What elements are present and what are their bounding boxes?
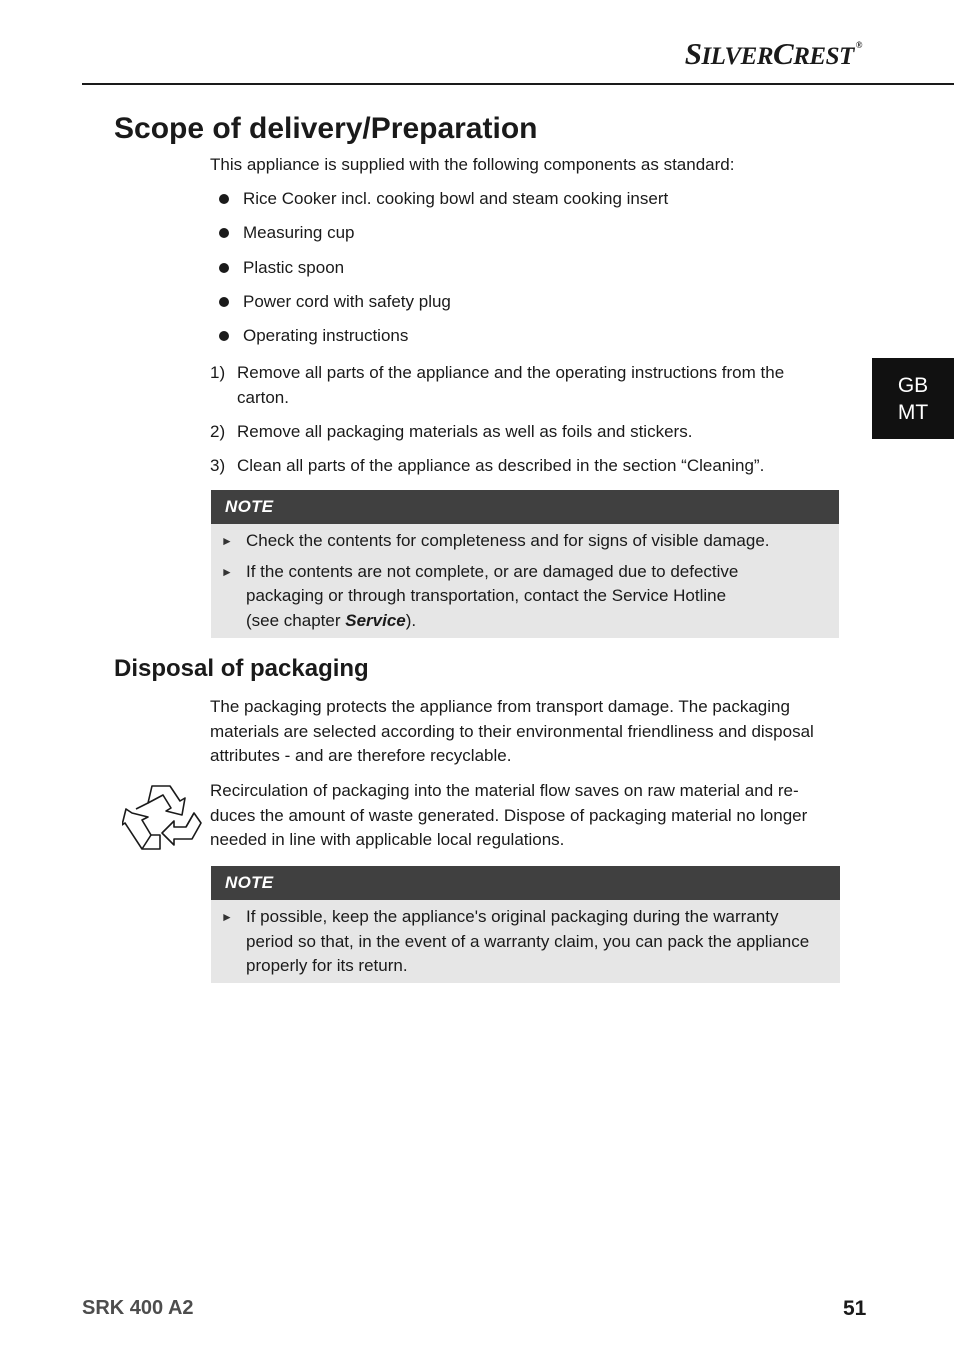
arrow-right-icon: ►	[221, 534, 233, 548]
bullet-dot-icon	[219, 263, 229, 273]
step-1: 1) Remove all parts of the appliance and the operating instructions from the carton.	[210, 363, 785, 407]
section-title-disposal: Disposal of packaging	[114, 655, 369, 682]
list-item: Operating instructions	[218, 324, 668, 358]
list-item: Plastic spoon	[218, 256, 668, 290]
page-number: 51	[843, 1297, 867, 1320]
bullet-dot-icon	[219, 297, 229, 307]
step-2: 2) Remove all packaging materials as well as foils and stickers.	[210, 422, 693, 441]
chapter-ref-service: Service	[345, 610, 406, 630]
disposal-para-2: Recirculation of packaging into the material flow saves on raw material and re-duces the amount of waste generated. Dispose of packaging material no longer needed in line with applicable local regulations.	[210, 781, 808, 849]
list-item: Measuring cup	[218, 221, 668, 255]
bullet-dot-icon	[219, 228, 229, 238]
brand-logo: SILVERCREST ®	[684, 36, 862, 71]
note-heading: NOTE	[211, 866, 840, 900]
arrow-right-icon: ►	[221, 910, 233, 924]
header-rule	[82, 83, 954, 85]
list-item: Power cord with safety plug	[218, 290, 668, 324]
note-item: ► Check the contents for completeness and for signs of visible damage.	[211, 529, 839, 554]
note-box-packaging	[211, 866, 840, 983]
list-item: Rice Cooker incl. cooking bowl and steam cooking insert	[218, 187, 668, 221]
scope-intro: This appliance is supplied with the following components as standard:	[210, 155, 735, 174]
note-heading: NOTE	[211, 490, 839, 524]
disposal-para-1: The packaging protects the appliance from transport damage. The packaging materials are selected according to their environmental friendliness and disposal attributes - and are therefore recyclable.	[210, 697, 814, 765]
footer-model: SRK 400 A2	[82, 1297, 194, 1319]
lang-tab-mt: MT	[897, 400, 929, 424]
section-title-scope: Scope of delivery/Preparation	[114, 112, 538, 145]
lang-tab-gb: GB	[897, 373, 929, 397]
language-tab	[872, 358, 954, 439]
note-item: ► If the contents are not complete, or are damaged due to defective packaging or through transportation, contact the Service Hotline (see chapter Service).	[221, 561, 739, 630]
component-list	[218, 187, 668, 358]
bullet-dot-icon	[219, 194, 229, 204]
note-item: ► If possible, keep the appliance's original packaging during the warranty period so that, in the event of a warranty claim, you can pack the appliance properly for its return.	[221, 907, 810, 975]
note-box-contents	[211, 490, 839, 638]
recycle-icon	[122, 783, 204, 859]
step-3: 3) Clean all parts of the appliance as described in the section “Cleaning”.	[210, 456, 765, 475]
bullet-dot-icon	[219, 331, 229, 341]
arrow-right-icon: ►	[221, 564, 233, 579]
